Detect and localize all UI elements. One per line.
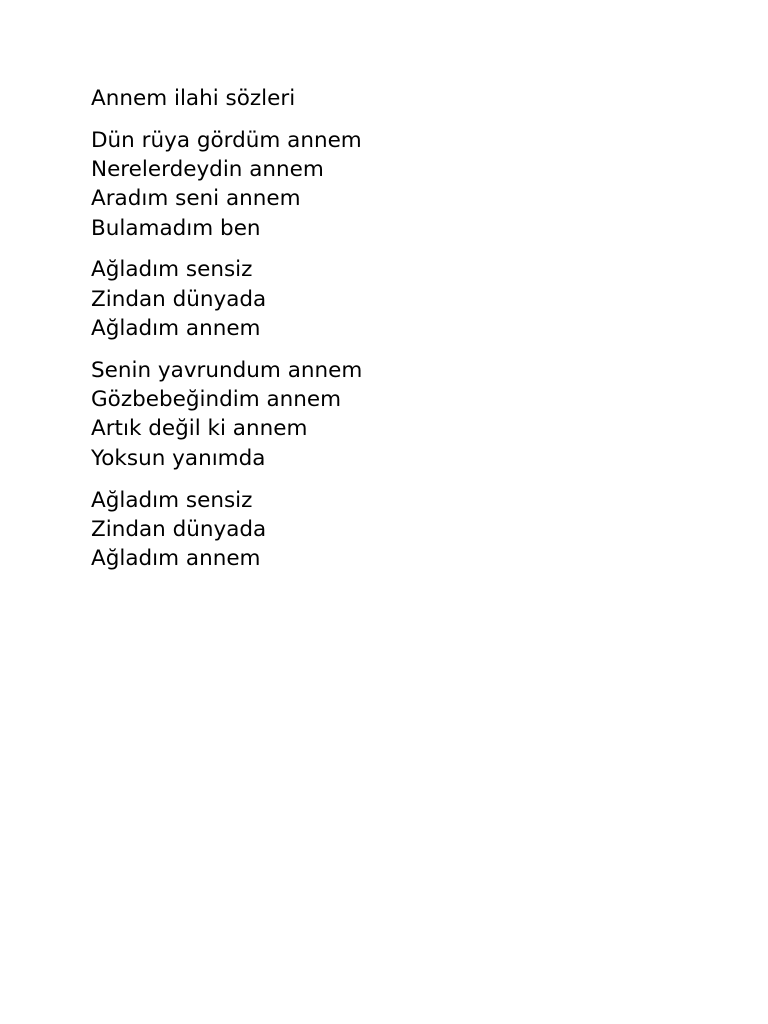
lyrics-body [91, 84, 691, 586]
lyric-line: Aradım seni annem [91, 186, 301, 212]
lyric-line: Yoksun yanımda [91, 445, 266, 471]
lyric-line: Zindan dünyada [91, 516, 267, 542]
stanza-2 [91, 255, 691, 343]
lyric-line: Ağladım annem [91, 316, 261, 342]
lyric-line: Artık değil ki annem [91, 416, 308, 442]
lyric-line: Zindan dünyada [91, 286, 267, 312]
stanza-4 [91, 486, 691, 574]
document-title: Annem ilahi sözleri [91, 86, 296, 111]
stanza-3 [91, 356, 691, 473]
lyric-line: Gözbebeğindim annem [91, 387, 342, 413]
lyric-line: Ağladım sensiz [91, 487, 253, 513]
stanza-1 [91, 126, 691, 243]
lyric-line: Ağladım sensiz [91, 257, 253, 283]
lyric-line: Nerelerdeydin annem [91, 157, 324, 183]
lyric-line: Senin yavrundum annem [91, 357, 363, 383]
lyric-line: Dün rüya gördüm annem [91, 127, 362, 153]
lyric-line: Bulamadım ben [91, 215, 261, 241]
lyric-line: Ağladım annem [91, 546, 261, 572]
